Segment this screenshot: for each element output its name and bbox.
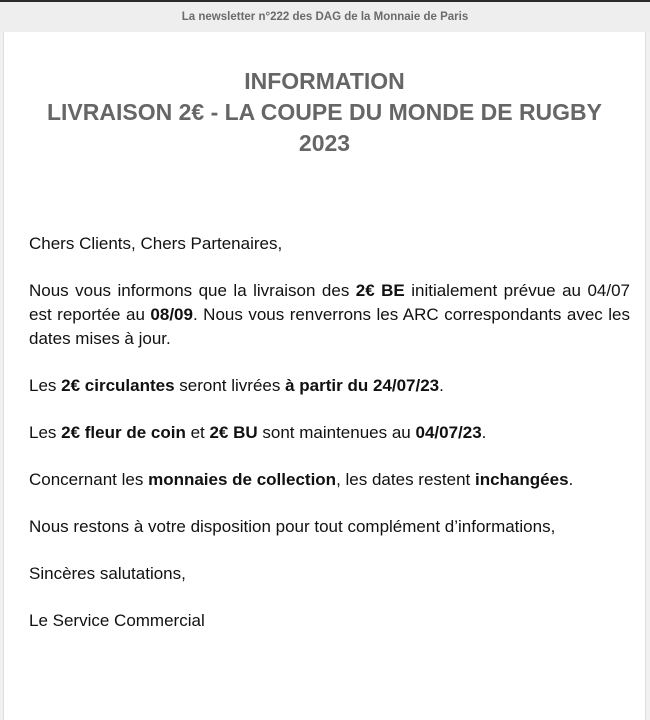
title-line-2: LIVRAISON 2€ - LA COUPE DU MONDE DE RUGBY: [46, 99, 603, 125]
product-2e-circulantes: 2€ circulantes: [61, 376, 175, 395]
text-fragment: .: [568, 470, 574, 489]
maintained-date: 04/07/23: [415, 423, 482, 442]
text-fragment: Nous vous informons que la livraison des: [29, 281, 356, 300]
text-fragment: Les: [29, 376, 62, 395]
preheader-text: La newsletter n°222 des DAG de la Monnaie de Paris: [181, 11, 469, 23]
collection-coins: monnaies de collection: [148, 470, 337, 489]
text-fragment: Concernant les: [29, 470, 149, 489]
fdc-bu-paragraph: [29, 421, 630, 445]
unchanged-status: inchangées: [474, 470, 569, 489]
circulating-delivery-date: à partir du 24/07/23: [285, 376, 440, 395]
product-2e-be: 2€ BE: [355, 281, 405, 300]
availability-paragraph: Nous restons à votre disposition pour tout complément d’informations,: [29, 517, 556, 536]
announcement-title: [4, 66, 645, 159]
text-fragment: et: [185, 423, 210, 442]
closing-salutation: Sincères salutations,: [29, 564, 186, 583]
title-line-1: INFORMATION: [244, 68, 405, 94]
product-2e-bu: 2€ BU: [209, 423, 258, 442]
email-body-card: [3, 32, 646, 720]
text-fragment: sont maintenues au: [257, 423, 416, 442]
title-line-3: 2023: [298, 130, 351, 156]
text-fragment: Les: [29, 423, 62, 442]
text-fragment: initialement prévue au 04/07 est reportée au: [29, 281, 630, 324]
newsletter-header-bar: [0, 0, 650, 32]
product-2e-fdc: 2€ fleur de coin: [61, 423, 186, 442]
text-fragment: , les dates restent: [336, 470, 475, 489]
delivery-postponed-paragraph: [29, 279, 630, 351]
greeting-paragraph: Chers Clients, Chers Partenaires,: [29, 234, 283, 253]
new-delivery-date: 08/09: [150, 305, 193, 324]
text-fragment: seront livrées: [174, 376, 286, 395]
text-fragment: .: [481, 423, 487, 442]
circulating-coins-paragraph: [29, 374, 630, 398]
text-fragment: . Nous vous renverrons les ARC correspondants avec les dates mises à jour.: [29, 305, 631, 348]
message-body: [29, 232, 630, 633]
signature: Le Service Commercial: [29, 611, 205, 630]
collection-coins-paragraph: [29, 468, 630, 492]
text-fragment: .: [439, 376, 444, 395]
